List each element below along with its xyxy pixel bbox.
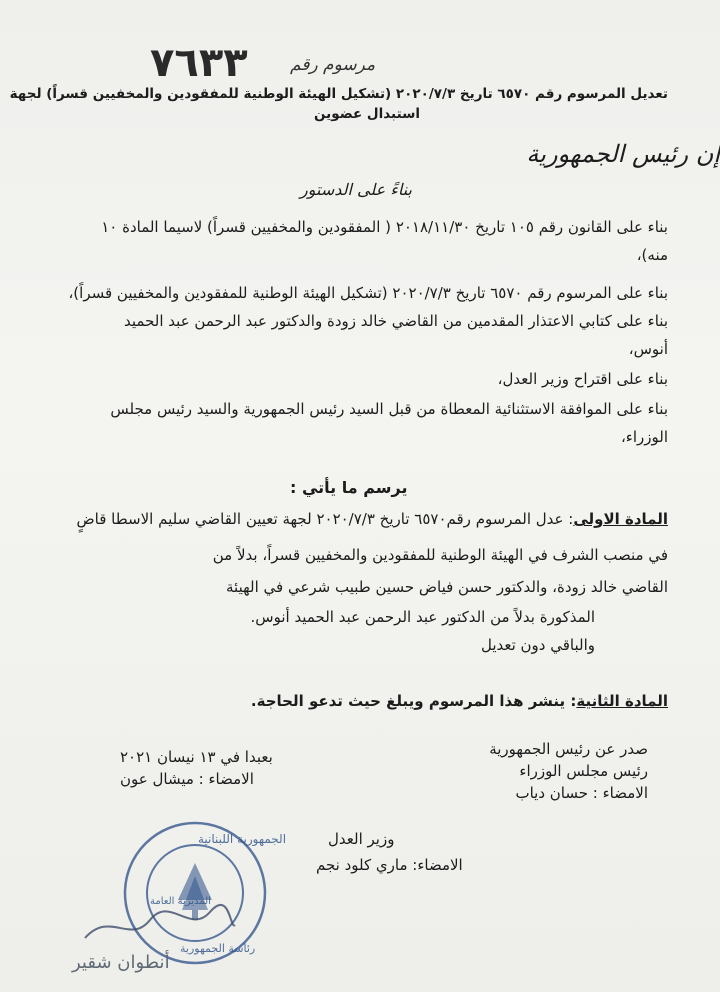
preamble-line-3: بناء على المرسوم رقم ٦٥٧٠ تاريخ ٢٠٢٠/٧/٣ (تشكيل الهيئة الوطنية للمفقودين والمخفيين قسراً)،	[68, 284, 668, 302]
seal-outer-text: الجمهورية اللبنانية	[198, 832, 287, 846]
preamble-line-1: بناء على القانون رقم ١٠٥ تاريخ ٢٠١٨/١١/٣٠ ( المفقودين والمخفيين قسراً) لاسيما المادة ١٠	[101, 218, 668, 236]
article-1-text-1: : عدل المرسوم رقم٦٥٧٠ تاريخ ٢٠٢٠/٧/٣ لجهة تعيين القاضي سليم الاسطا قاضٍ	[76, 510, 574, 528]
article-2-line	[251, 692, 668, 710]
issued-by: صدر عن رئيس الجمهورية	[489, 740, 648, 758]
preamble-line-4: بناء على كتابي الاعتذار المقدمين من القاضي خالد زودة والدكتور عبد الرحمن عبد الحميد	[124, 312, 668, 330]
preamble-line-8: الوزراء،	[620, 428, 668, 446]
article-1-line-2: في منصب الشرف في الهيئة الوطنية للمفقودين والمخفيين قسراً، بدلاً من	[212, 546, 668, 564]
constitution-heading: بناءً على الدستور	[300, 180, 412, 199]
decree-number: ٧٦٣٣	[150, 40, 248, 86]
handwritten-signature-icon	[80, 900, 240, 950]
article-1-line-5: والباقي دون تعديل	[480, 636, 595, 654]
decree-label: مرسوم رقم	[290, 55, 376, 75]
seal-inner-text: رئاسة الجمهورية	[180, 942, 256, 955]
preamble-line-6: بناء على اقتراح وزير العدل،	[497, 370, 668, 388]
subject-line-1: تعديل المرسوم رقم ٦٥٧٠ تاريخ ٢٠٢٠/٧/٣ (تشكيل الهيئة الوطنية للمفقودين والمخفيين قسراً) لجهة	[9, 86, 668, 102]
justice-signature: الامضاء: ماري كلود نجم	[316, 856, 463, 874]
article-2-label: المادة الثانية	[576, 692, 668, 710]
article-1-first-line	[77, 510, 668, 528]
article-2-text: : ينشر هذا المرسوم ويبلغ حيث تدعو الحاجة.	[250, 692, 577, 710]
preamble-line-7: بناء على الموافقة الاستثنائية المعطاة من قبل السيد رئيس الجمهورية والسيد رئيس مجلس	[110, 400, 668, 418]
article-1-line-4: المذكورة بدلاً من الدكتور عبد الرحمن عبد الحميد أنوس.	[250, 608, 595, 626]
article-1-label: المادة الاولى	[573, 510, 668, 528]
preamble-line-2: منه)،	[636, 246, 668, 264]
subject-line-2: استبدال عضوين	[314, 106, 420, 122]
issue-date: بعبدا في ١٣ نيسان ٢٠٢١	[120, 748, 273, 766]
preamble-line-5: أنوس،	[628, 340, 668, 358]
justice-title: وزير العدل	[328, 830, 395, 848]
seal-center-text: المديرية العامة	[150, 896, 211, 907]
president-heading: إن رئيس الجمهورية	[526, 140, 720, 168]
handwritten-name: أنطوان شقير	[72, 952, 170, 973]
decrees-heading: يرسم ما يأتي :	[290, 478, 408, 497]
pm-signature: الامضاء : حسان دياب	[515, 784, 648, 802]
article-1-line-3: القاضي خالد زودة، والدكتور حسن فياض حسين طبيب شرعي في الهيئة	[226, 578, 668, 596]
president-signature: الامضاء : ميشال عون	[120, 770, 254, 788]
pm-title: رئيس مجلس الوزراء	[519, 762, 648, 780]
